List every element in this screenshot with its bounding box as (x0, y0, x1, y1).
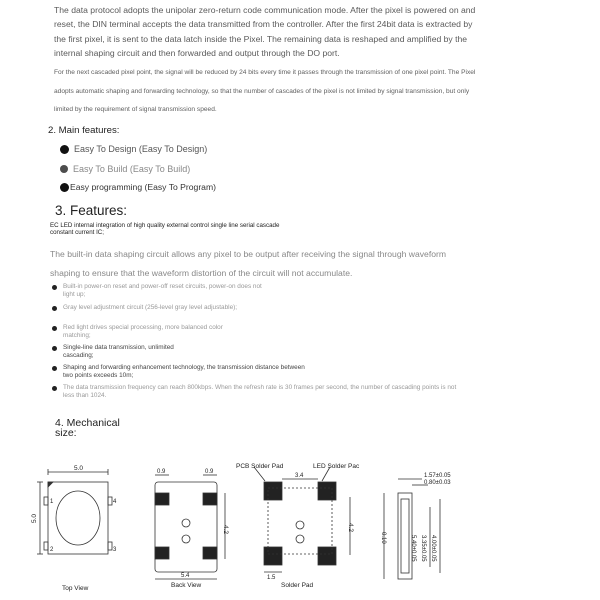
top-view-pin-2: 2 (50, 547, 54, 553)
feature-bullet-text: Red light drives special processing, more balanced color matching; (63, 324, 223, 339)
solder-pad-label: Solder Pad (281, 582, 314, 589)
intro-paragraph-2: For the next cascaded pixel point, the signal will be reduced by 24 bits every time it passes through the transmission of one pixel point. The Pixel adopts automatic shaping and forwarding technology, so that the number of cascades of the pixel is not limited by signal transmission, but only limited by the requirement of signal transmission speed. (54, 69, 476, 113)
solder-pad-pcb-label: PCB Solder Pad (236, 463, 284, 470)
top-view-pin-1: 1 (50, 499, 54, 505)
top-view-pin-3: 3 (113, 547, 117, 553)
top-view-drawing (37, 469, 112, 554)
solder-pad-pad: 1.5 (267, 575, 276, 581)
bullet-icon (52, 306, 57, 311)
feature-bullet-text: Gray level adjustment circuit (256-level gray level adjustable); (63, 304, 238, 311)
features-subtitle-line-2: constant current IC; (50, 229, 104, 236)
feature-bullet (52, 344, 202, 359)
main-feature-label: Easy To Build (Easy To Build) (73, 164, 191, 174)
solder-pad-spacing: 3.4 (295, 473, 304, 479)
side-view-dim-left: 0.10 (380, 532, 386, 544)
bullet-icon (52, 346, 57, 351)
feature-bullet (52, 304, 242, 312)
main-feature-label: Easy To Design (Easy To Design) (74, 144, 208, 154)
bullet-icon (60, 165, 68, 173)
top-view-width: 5.0 (74, 465, 84, 472)
mechanical-heading (55, 418, 120, 438)
back-view-pad-a: 0.9 (157, 469, 166, 475)
feature-bullet (52, 324, 252, 339)
side-view-drawing (384, 479, 440, 579)
feature-bullet-text: The data transmission frequency can reach 800kbps. When the refresh rate is 30 frames per second, the number of cascading points is not less than 1024. (63, 384, 457, 399)
side-view-dim-top: 1.57±0.05 (424, 473, 451, 479)
bullet-icon (52, 366, 57, 371)
feature-bullet-text: Single-line data transmission, unlimited cascading; (63, 344, 174, 359)
bullet-icon (52, 326, 57, 331)
features-subtitle-line-1: EC LED internal integration of high quality external control single line serial cascade (50, 222, 280, 229)
back-view-drawing (155, 475, 225, 579)
main-feature-item (60, 144, 207, 154)
back-view-pad-b: 0.9 (205, 469, 214, 475)
back-view-height: 4.2 (222, 525, 229, 535)
feature-bullet (52, 283, 272, 298)
intro-paragraph-1: The data protocol adopts the unipolar zero-return code communication mode. After the pixel is powered on and reset, the DIN terminal accepts the data transmitted from the controller. After the first 24bit data is extracted by the first pixel, it is sent to the data latch inside the Pixel. The remaining data is reshaped and amplified by the internal shaping circuit and then forwarded and output through the DO port. (54, 5, 476, 58)
features-paragraph: The built-in data shaping circuit allows any pixel to be output after receiving the signal through waveform shaping to ensure that the waveform distortion of the circuit will not accumulate. (50, 249, 447, 278)
features-heading: 3. Features: (55, 203, 128, 218)
solder-pad-led-label: LED Solder Pac (313, 463, 360, 470)
main-feature-item (60, 164, 190, 174)
mechanical-drawings (0, 455, 600, 600)
top-view-pin-4: 4 (113, 499, 117, 505)
feature-bullet (52, 384, 462, 399)
main-features-heading: 2. Main features: (48, 125, 120, 136)
back-view-label: Back View (171, 582, 202, 589)
bullet-icon (52, 285, 57, 290)
side-view-dim-c: 4.00±0.05 (430, 535, 436, 562)
side-view-dim-b: 3.35±0.05 (420, 535, 426, 562)
top-view-height: 5.0 (31, 513, 38, 523)
feature-bullet-text: Shaping and forwarding enhancement technology, the transmission distance between two points exceeds 10m; (63, 364, 305, 379)
side-view-dim-top-2: 0.80±0.03 (424, 480, 451, 486)
top-view-label: Top View (62, 585, 89, 592)
solder-pad-height: 4.2 (347, 523, 354, 533)
feature-bullet (52, 364, 312, 379)
side-view-dim-a: 5.40±0.05 (410, 535, 416, 562)
mechanical-heading-line-1: 4. Mechanical (55, 417, 120, 429)
main-feature-label: Easy programming (Easy To Program) (70, 182, 216, 192)
feature-bullet-text: Built-in power-on reset and power-off reset circuits, power-on does not light up; (63, 283, 262, 298)
mechanical-heading-line-2: size: (55, 427, 77, 439)
bullet-icon (60, 145, 69, 154)
bullet-icon (52, 386, 57, 391)
main-feature-item (60, 182, 216, 192)
bullet-icon (60, 183, 69, 192)
solder-pad-drawing (254, 467, 350, 572)
back-view-width: 5.4 (181, 573, 190, 579)
